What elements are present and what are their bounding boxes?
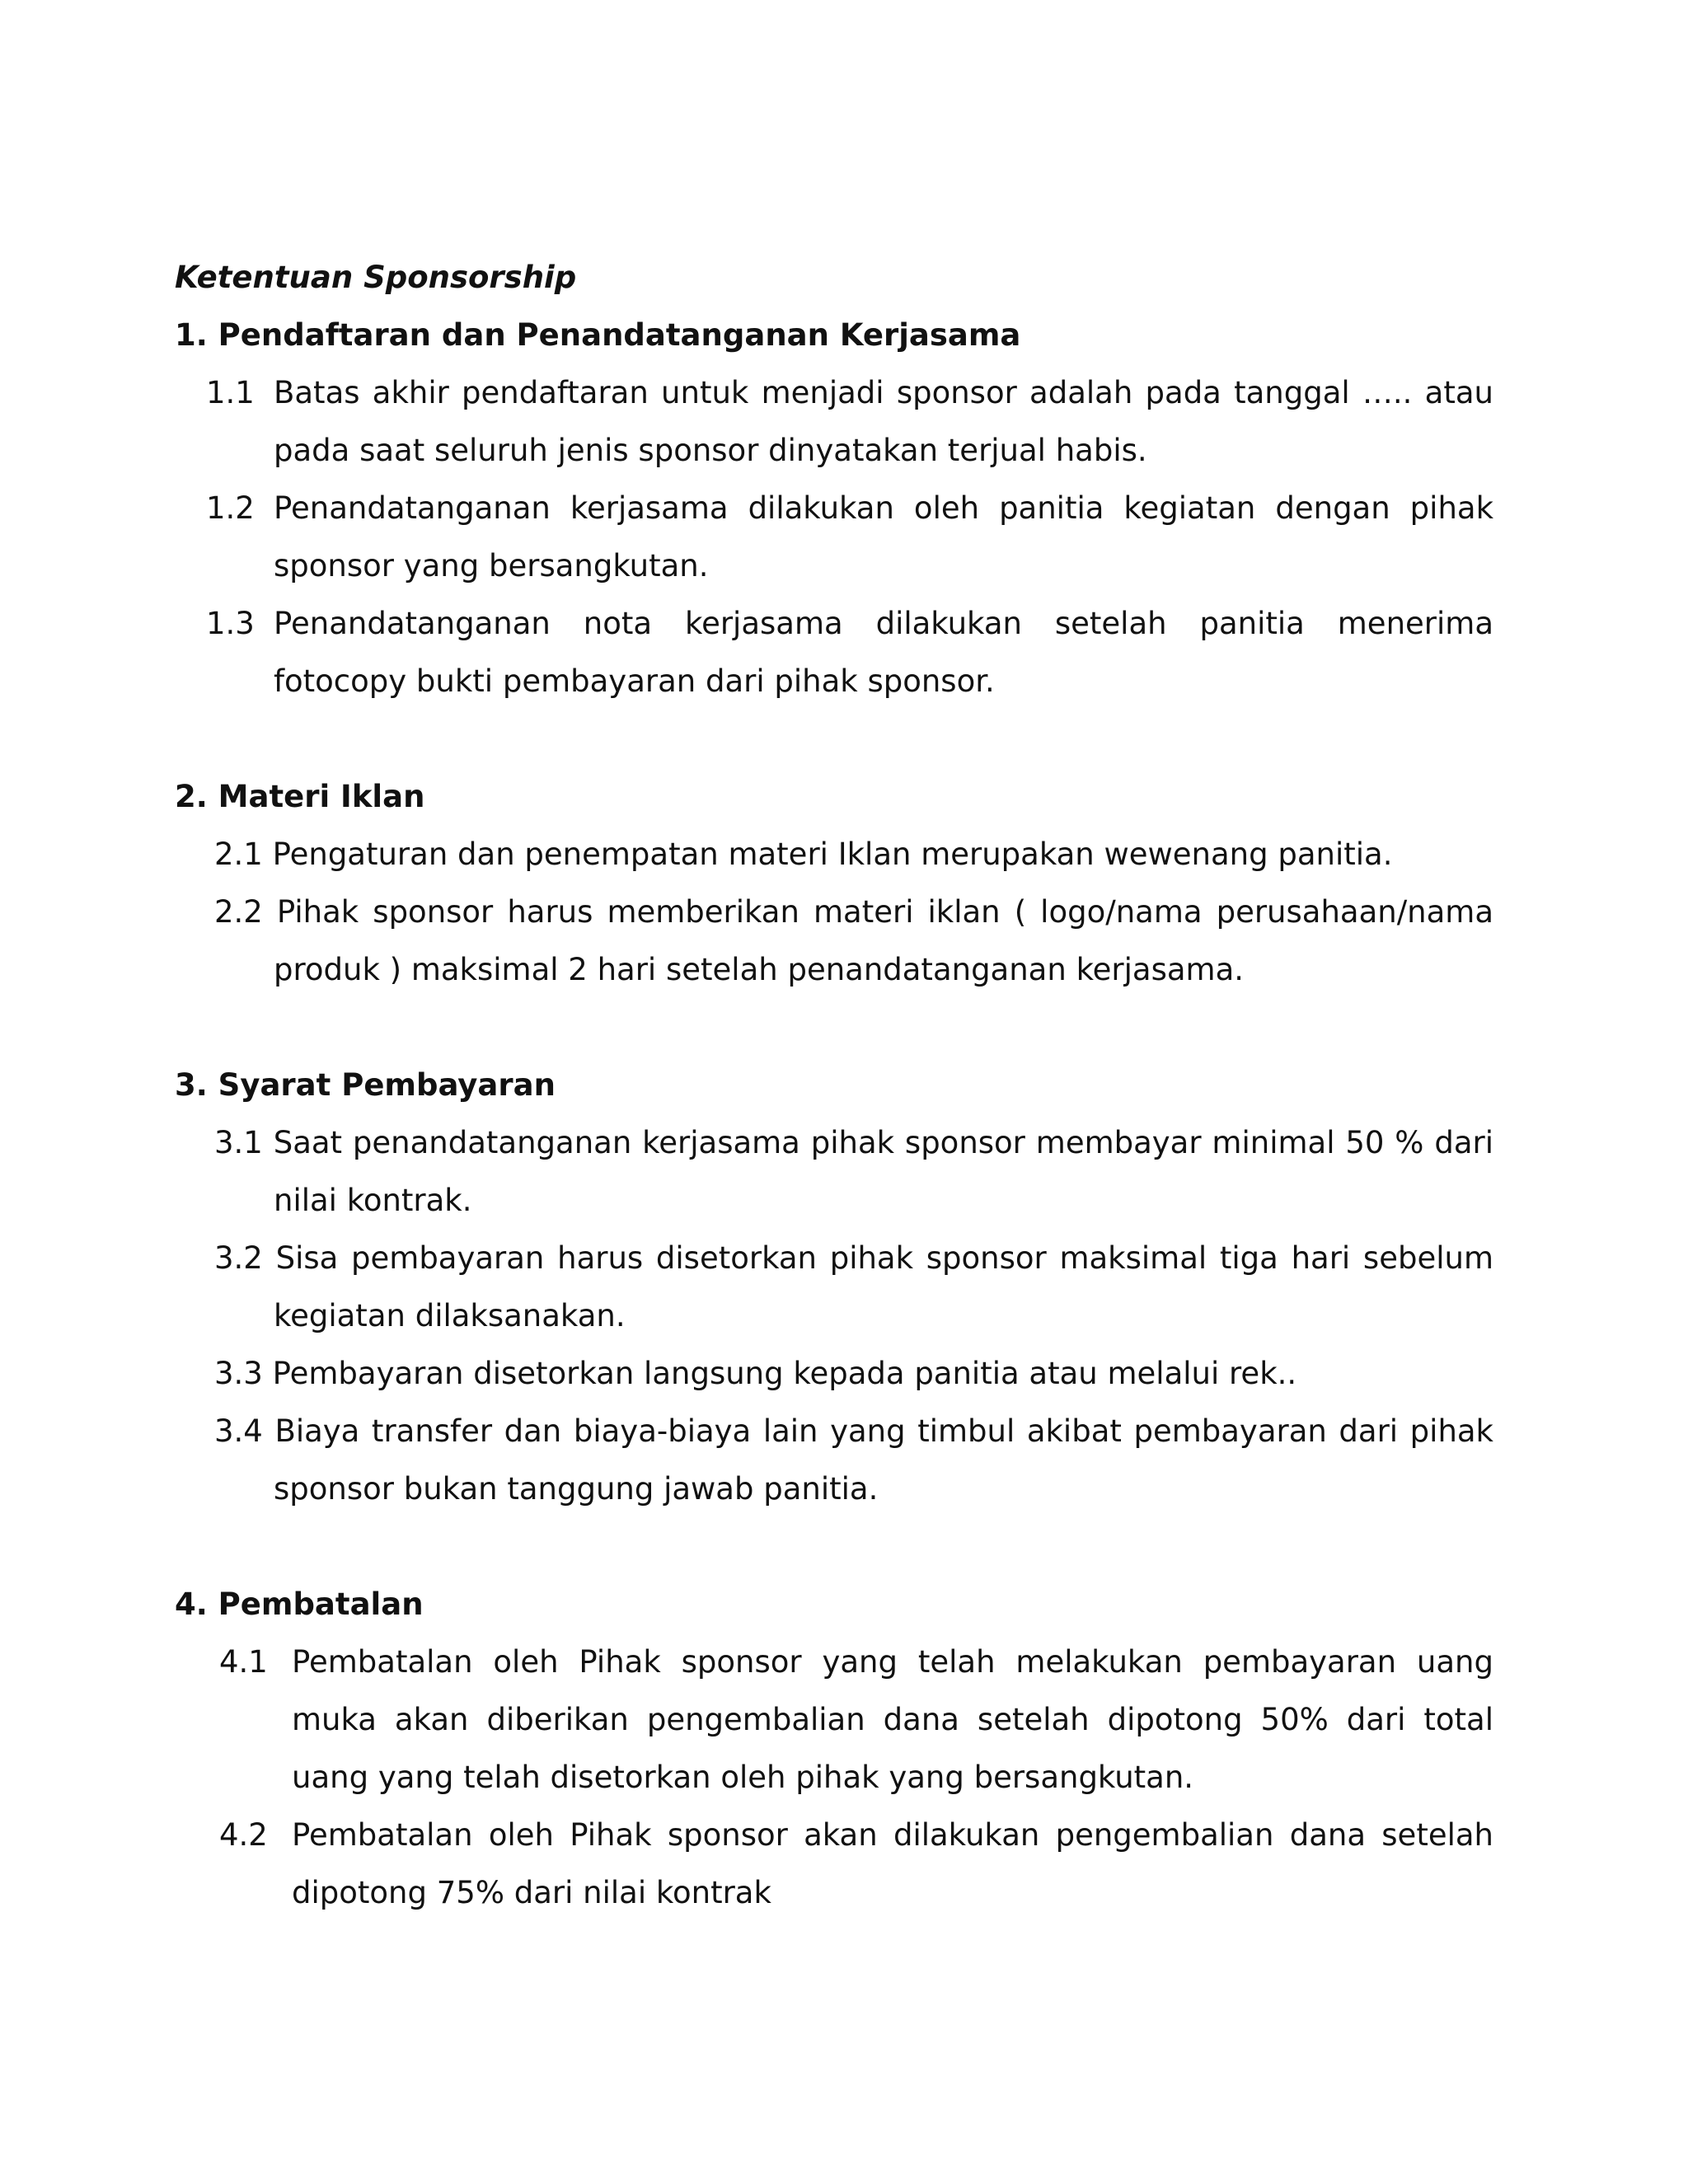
section-pendaftaran: [175, 307, 1493, 710]
item-text: Sisa pembayaran harus disetorkan pihak sponsor maksimal tiga hari sebelum kegiatan dilaksanakan.: [274, 1240, 1493, 1333]
item-text: Pengaturan dan penempatan materi Iklan merupakan wewenang panitia.: [272, 837, 1393, 872]
list-item: [175, 883, 1493, 999]
list-item: [175, 595, 1493, 710]
list-item: [175, 1345, 1493, 1403]
item-number: 2.2: [214, 894, 263, 930]
section-syarat-pembayaran: [175, 1057, 1493, 1518]
section-heading: 2. Materi Iklan: [175, 779, 425, 814]
item-number: 1.2: [206, 490, 255, 526]
section-heading: 1. Pendaftaran dan Penandatanganan Kerjasama: [175, 317, 1021, 353]
item-text: Pembatalan oleh Pihak sponsor yang telah melakukan pembayaran uang muka akan diberikan pengembalian dana setelah dipotong 50% dari total uang yang telah disetorkan oleh pihak yang bersangkutan.: [292, 1644, 1493, 1795]
item-number: 4.1: [219, 1644, 268, 1680]
section-materi-iklan: [175, 768, 1493, 999]
list-item: [175, 1403, 1493, 1518]
item-number: 3.1: [214, 1125, 263, 1160]
item-text: Pembatalan oleh Pihak sponsor akan dilakukan pengembalian dana setelah dipotong 75% dari nilai kontrak: [292, 1817, 1493, 1910]
item-text: Saat penandatanganan kerjasama pihak sponsor membayar minimal 50 % dari nilai kontrak.: [273, 1125, 1493, 1218]
item-number: 3.2: [214, 1240, 263, 1276]
list-item: [175, 826, 1493, 883]
document-title: Ketentuan Sponsorship: [175, 260, 577, 295]
item-text: Penandatanganan nota kerjasama dilakukan setelah panitia menerima fotocopy bukti pembayaran dari pihak sponsor.: [274, 606, 1493, 699]
item-text: Pembayaran disetorkan langsung kepada panitia atau melalui rek..: [272, 1356, 1297, 1391]
section-heading: 3. Syarat Pembayaran: [175, 1067, 556, 1103]
section-heading: 4. Pembatalan: [175, 1586, 424, 1622]
item-text: Pihak sponsor harus memberikan materi iklan ( logo/nama perusahaan/nama produk ) maksimal 2 hari setelah penandatanganan kerjasama.: [274, 894, 1493, 987]
list-item: [175, 1114, 1493, 1230]
item-number: 4.2: [219, 1817, 268, 1853]
list-item: [175, 1633, 1493, 1807]
item-text: Biaya transfer dan biaya-biaya lain yang timbul akibat pembayaran dari pihak sponsor bukan tanggung jawab panitia.: [274, 1413, 1493, 1507]
list-item: [175, 1230, 1493, 1345]
item-text: Penandatanganan kerjasama dilakukan oleh panitia kegiatan dengan pihak sponsor yang bersangkutan.: [274, 490, 1493, 583]
section-pembatalan: [175, 1576, 1493, 1922]
list-item: [175, 480, 1493, 595]
item-number: 3.4: [214, 1413, 263, 1449]
list-item: [175, 364, 1493, 480]
item-number: 1.1: [206, 375, 255, 410]
document-body: [175, 249, 1493, 1922]
item-number: 1.3: [206, 606, 255, 641]
list-item: [175, 1807, 1493, 1922]
item-text: Batas akhir pendaftaran untuk menjadi sponsor adalah pada tanggal ….. atau pada saat seluruh jenis sponsor dinyatakan terjual habis.: [274, 375, 1493, 468]
item-number: 3.3: [214, 1356, 263, 1391]
item-number: 2.1: [214, 837, 263, 872]
